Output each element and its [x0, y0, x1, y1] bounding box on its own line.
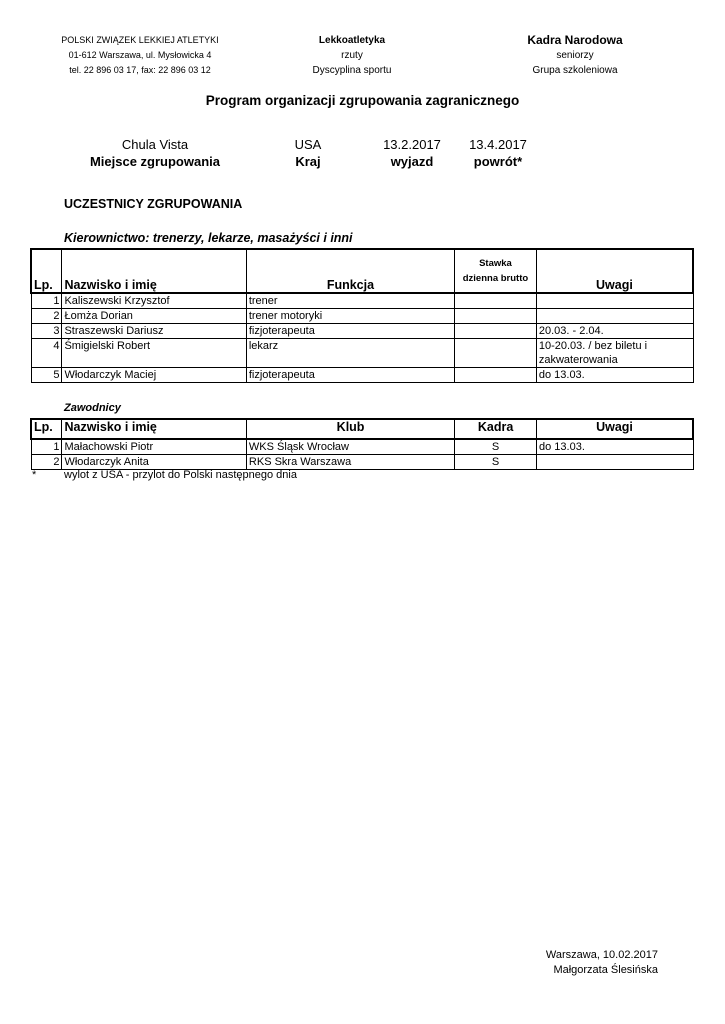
sport-name: Lekkoatletyka	[318, 35, 386, 46]
athlete-lp: 2	[31, 455, 62, 470]
staff-lp: 2	[31, 309, 62, 324]
table-row	[31, 439, 693, 455]
staff-function: fizjoterapeuta	[246, 324, 454, 339]
athlete-club: RKS Skra Warszawa	[246, 455, 454, 470]
staff-subtitle: Kierownictwo: trenerzy, lekarze, masażyści i inni	[64, 231, 353, 245]
staff-header-notes: Uwagi	[536, 249, 693, 293]
camp-country-label: Kraj	[295, 154, 321, 169]
team-block	[505, 33, 645, 78]
athlete-club: WKS Śląsk Wrocław	[246, 439, 454, 455]
athlete-name: Włodarczyk Anita	[62, 455, 246, 470]
staff-rate	[455, 368, 537, 383]
athletes-header-club: Klub	[246, 419, 454, 439]
camp-return: 13.4.2017	[469, 137, 527, 152]
footnote	[32, 469, 297, 481]
athlete-notes: do 13.03.	[537, 439, 694, 455]
staff-function: trener	[246, 293, 454, 309]
signature-name: Małgorzata Ślesińska	[553, 964, 658, 976]
staff-notes: do 13.03.	[536, 368, 693, 383]
camp-departure-label: wyjazd	[390, 154, 434, 169]
staff-header-rate-line1: Stawka	[479, 258, 512, 269]
organization-block	[30, 33, 250, 78]
athletes-header-notes: Uwagi	[537, 419, 694, 439]
table-row	[31, 368, 693, 383]
staff-rate	[455, 309, 537, 324]
footnote-marker: *	[32, 469, 37, 481]
athletes-header-squad: Kadra	[455, 419, 537, 439]
team-name: Kadra Narodowa	[527, 33, 623, 47]
staff-function: lekarz	[246, 339, 454, 368]
staff-lp: 3	[31, 324, 62, 339]
camp-departure: 13.2.2017	[383, 137, 441, 152]
document-title: Program organizacji zgrupowania zagranicznego	[205, 93, 520, 108]
camp-place: Chula Vista	[121, 137, 189, 152]
athletes-table	[30, 418, 694, 470]
staff-header-rate-line2: dzienna brutto	[462, 273, 529, 284]
athlete-name: Małachowski Piotr	[62, 439, 246, 455]
staff-notes-line2: zakwaterowania	[538, 354, 618, 366]
staff-name: Włodarczyk Maciej	[62, 368, 246, 383]
staff-header-rate	[455, 249, 537, 293]
athlete-notes	[537, 455, 694, 470]
table-row	[31, 309, 693, 324]
staff-name: Śmigielski Robert	[62, 339, 246, 368]
athletes-subtitle: Zawodnicy	[64, 402, 121, 414]
staff-header-function: Funkcja	[246, 249, 454, 293]
staff-notes	[536, 293, 693, 309]
org-address: 01-612 Warszawa, ul. Mysłowicka 4	[68, 50, 212, 60]
staff-header-name: Nazwisko i imię	[62, 249, 246, 293]
staff-header-lp: Lp.	[31, 249, 62, 293]
staff-notes	[536, 339, 693, 368]
staff-rate	[455, 324, 537, 339]
org-name: POLSKI ZWIĄZEK LEKKIEJ ATLETYKI	[61, 35, 219, 45]
athlete-squad: S	[455, 439, 537, 455]
staff-lp: 4	[31, 339, 62, 368]
footnote-text: wylot z USA - przylot do Polski następnego dnia	[64, 469, 297, 481]
staff-name: Straszewski Dariusz	[62, 324, 246, 339]
staff-notes-line1: 10-20.03. / bez biletu i	[538, 340, 648, 352]
athletes-header-name: Nazwisko i imię	[62, 419, 246, 439]
staff-function: fizjoterapeuta	[246, 368, 454, 383]
table-row	[31, 293, 693, 309]
signature-block	[520, 948, 658, 978]
athlete-squad: S	[455, 455, 537, 470]
staff-table	[30, 248, 694, 383]
staff-notes	[536, 309, 693, 324]
staff-name: Łomża Dorian	[62, 309, 246, 324]
athletes-header-lp: Lp.	[31, 419, 62, 439]
staff-lp: 1	[31, 293, 62, 309]
staff-lp: 5	[31, 368, 62, 383]
staff-notes: 20.03. - 2.04.	[536, 324, 693, 339]
staff-name: Kaliszewski Krzysztof	[62, 293, 246, 309]
athlete-lp: 1	[31, 439, 62, 455]
sport-block	[292, 33, 412, 78]
staff-rate	[455, 293, 537, 309]
camp-place-label: Miejsce zgrupowania	[89, 154, 221, 169]
camp-country: USA	[294, 137, 322, 152]
table-row	[31, 455, 693, 470]
participants-title: UCZESTNICY ZGRUPOWANIA	[64, 197, 243, 211]
discipline-label: Dyscyplina sportu	[312, 65, 392, 76]
staff-function: trener motoryki	[246, 309, 454, 324]
discipline: rzuty	[341, 50, 363, 61]
staff-rate	[455, 339, 537, 368]
org-contact: tel. 22 896 03 17, fax: 22 896 03 12	[69, 65, 211, 75]
signature-place-date: Warszawa, 10.02.2017	[545, 949, 658, 961]
group: seniorzy	[556, 50, 594, 61]
camp-return-label: powrót*	[473, 154, 523, 169]
table-row	[31, 339, 693, 368]
table-row	[31, 324, 693, 339]
group-label: Grupa szkoleniowa	[532, 65, 618, 76]
